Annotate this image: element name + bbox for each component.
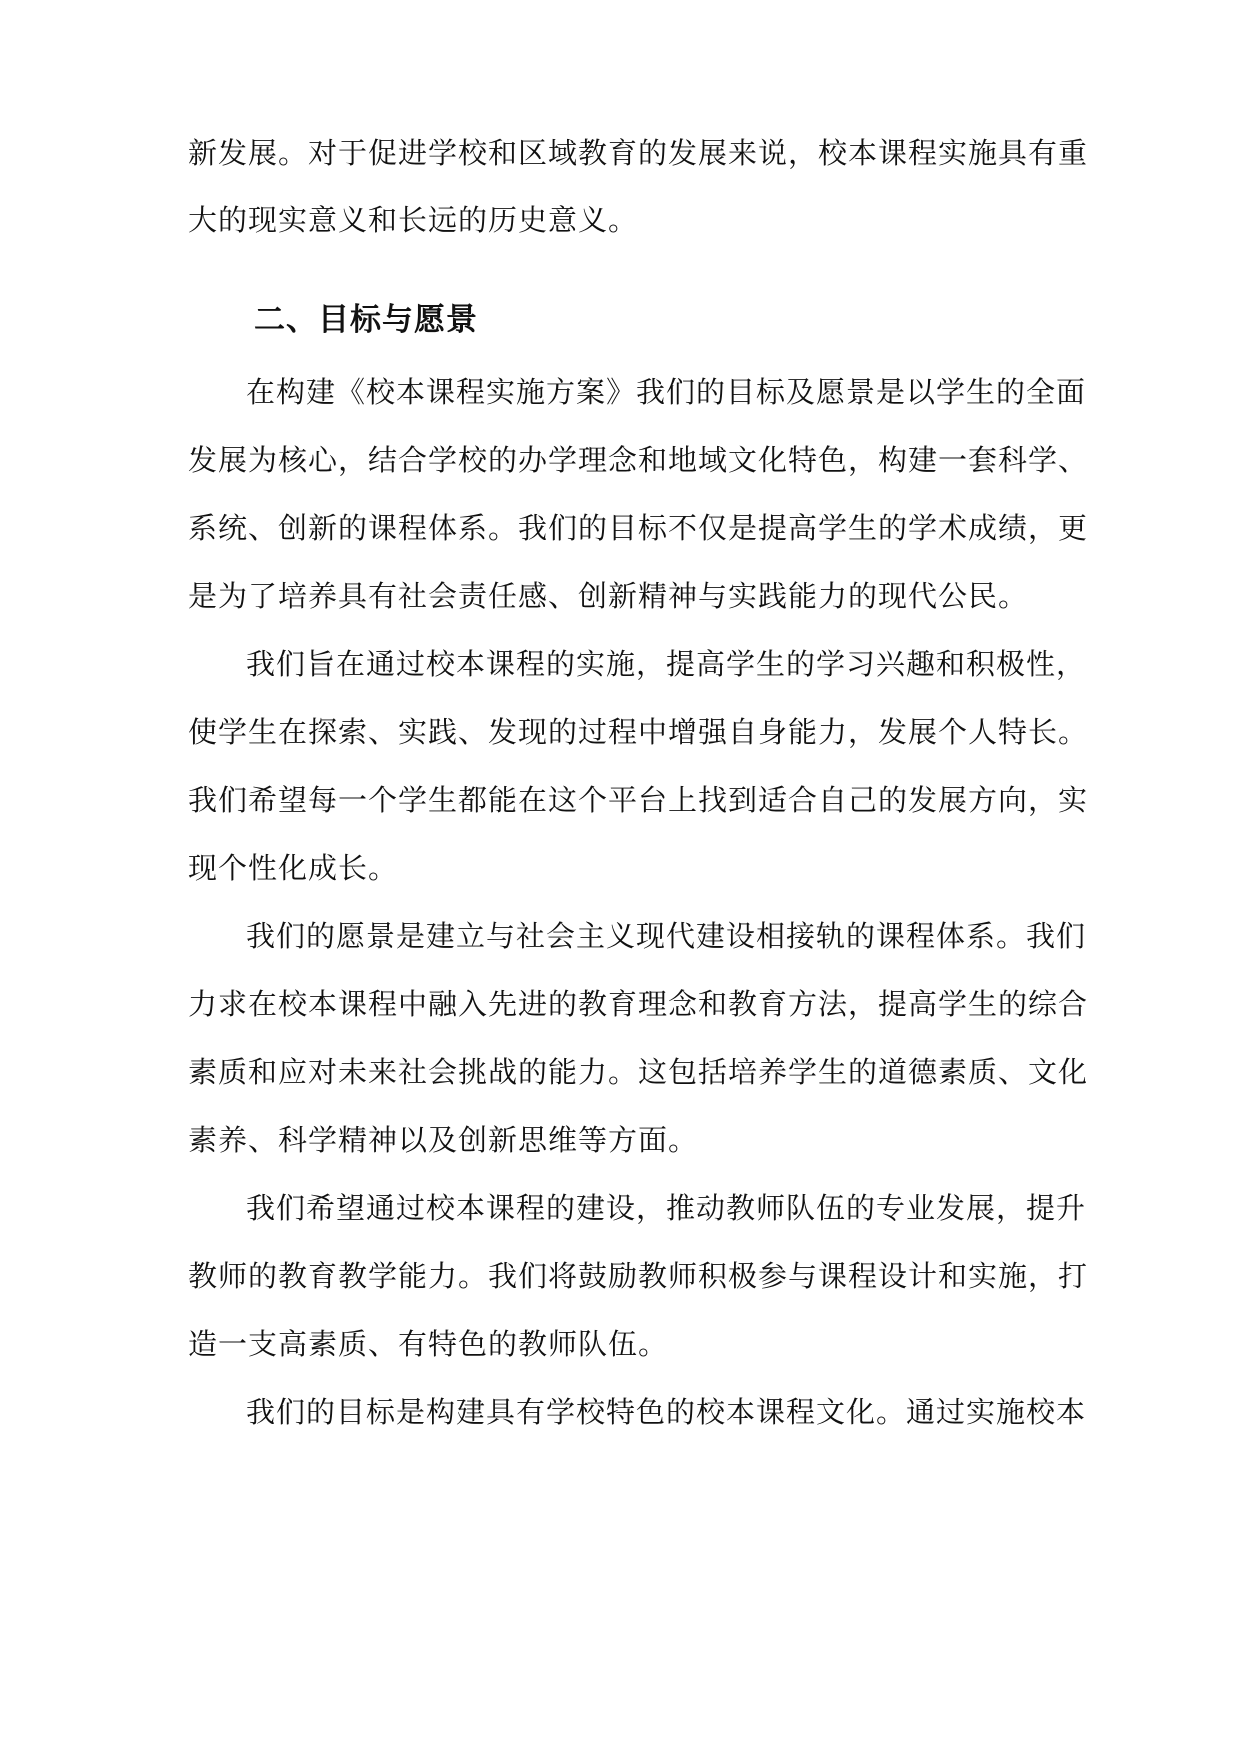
intro-line-2: 大的现实意义和长远的历史意义。 — [188, 203, 639, 237]
paragraph-1-line-3: 系统、创新的课程体系。我们的目标不仅是提高学生的学术成绩，更 — [188, 511, 1089, 545]
paragraph-3-line-3: 素质和应对未来社会挑战的能力。这包括培养学生的道德素质、文化 — [188, 1055, 1089, 1089]
paragraph-4-line-3: 造一支高素质、有特色的教师队伍。 — [188, 1327, 669, 1361]
paragraph-5-line-1: 我们的目标是构建具有学校特色的校本课程文化。通过实施校本 — [246, 1395, 1087, 1429]
paragraph-3-line-2: 力求在校本课程中融入先进的教育理念和教育方法，提高学生的综合 — [188, 987, 1089, 1021]
section-heading: 二、目标与愿景 — [254, 302, 478, 338]
paragraph-4-line-2: 教师的教育教学能力。我们将鼓励教师积极参与课程设计和实施，打 — [188, 1259, 1089, 1293]
paragraph-1-line-2: 发展为核心，结合学校的办学理念和地域文化特色，构建一套科学、 — [188, 443, 1089, 477]
paragraph-1-line-1: 在构建《校本课程实施方案》我们的目标及愿景是以学生的全面 — [246, 375, 1087, 409]
paragraph-2-line-2: 使学生在探索、实践、发现的过程中增强自身能力，发展个人特长。 — [188, 715, 1089, 749]
paragraph-2-line-3: 我们希望每一个学生都能在这个平台上找到适合自己的发展方向，实 — [188, 783, 1089, 817]
paragraph-2-line-1: 我们旨在通过校本课程的实施，提高学生的学习兴趣和积极性， — [246, 647, 1087, 681]
paragraph-3-line-1: 我们的愿景是建立与社会主义现代建设相接轨的课程体系。我们 — [246, 919, 1087, 953]
paragraph-2-line-4: 现个性化成长。 — [188, 851, 399, 885]
paragraph-1-line-4: 是为了培养具有社会责任感、创新精神与实践能力的现代公民。 — [188, 579, 1029, 613]
paragraph-3-line-4: 素养、科学精神以及创新思维等方面。 — [188, 1123, 699, 1157]
intro-line-1: 新发展。对于促进学校和区域教育的发展来说，校本课程实施具有重 — [188, 136, 1089, 170]
paragraph-4-line-1: 我们希望通过校本课程的建设，推动教师队伍的专业发展，提升 — [246, 1191, 1087, 1225]
